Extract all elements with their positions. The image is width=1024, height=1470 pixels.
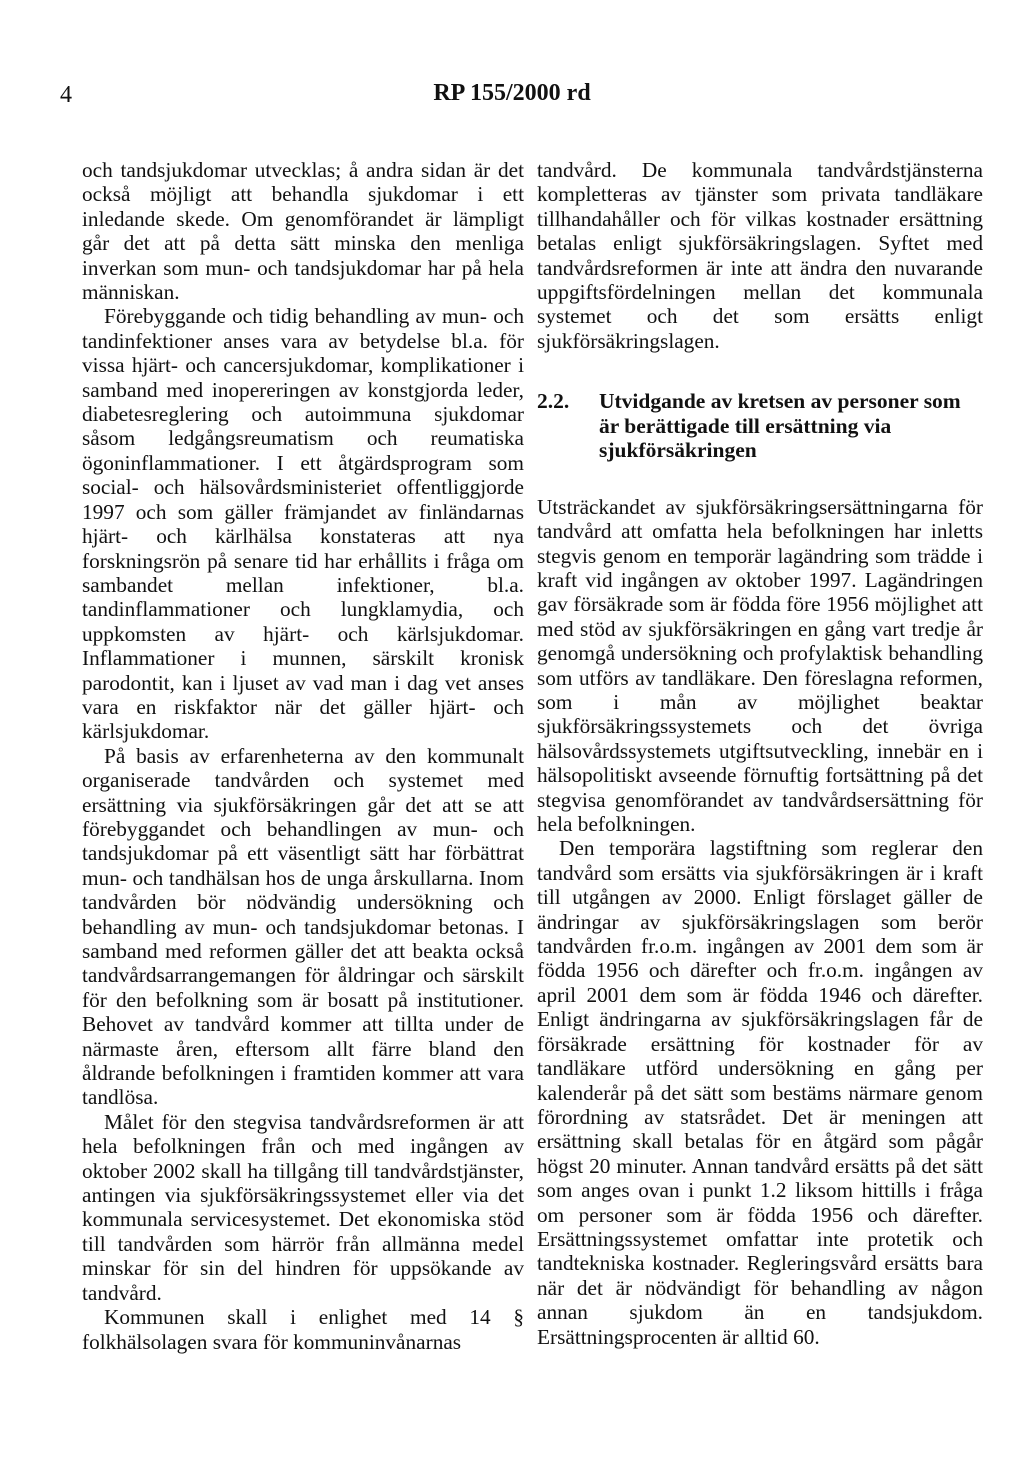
document-id-header: RP 155/2000 rd	[433, 80, 591, 106]
paragraph: och tandsjukdomar utvecklas; å andra sidan är det också möjligt att behandla sjukdomar i ett inledande skede. Om genomförandet är lämpligt går det att på detta sätt minska den menliga inverkan som mun- och tandsjukdomar har på hela människan.	[82, 158, 524, 305]
paragraph: Målet för den stegvisa tandvårdsreformen är att hela befolkningen från och med ingången av oktober 2002 skall ha tillgång till tandvårdstjänster, antingen via sjukförsäkringssystemet eller via det kommunala servicesystemet. Det ekonomiska stöd till tandvården som härrör från allmänna medel minskar för sin del hindren för uppsökande av tandvård.	[82, 1109, 524, 1305]
page-number: 4	[60, 82, 72, 108]
right-column	[537, 158, 983, 1349]
left-column	[82, 158, 524, 1354]
paragraph: Den temporära lagstiftning som reglerar den tandvård som ersätts via sjukförsäkringen är i kraft till utgången av 2000. Enligt förslaget gäller de ändringar av sjukförsäkringslagen som berör tandvården fr.o.m. ingången av 2001 dem som är födda 1956 och därefter och fr.o.m. ingången av april 2001 dem som är födda 1946 och därefter. Enligt ändringarna av sjukförsäkringslagen får de försäkrade ersättning för kostnader för av tandläkare utförd undersökning en gång per kalenderår på det sätt som bestäms närmare genom förordning av statsrådet. Det är meningen att ersättning skall betalas för en åtgärd som pågår högst 20 minuter. Annan tandvård ersätts på det sätt som anges ovan i punkt 1.2 liksom hittills i fråga om personer som är födda 1956 och därefter. Ersättningssystemet omfattar inte protetik och tandtekniska kostnader. Regleringsvård ersätts bara när det är nödvändigt för behandling av någon annan sjukdom än en tandsjukdom. Ersättningsprocenten är alltid 60.	[537, 836, 983, 1349]
paragraph: På basis av erfarenheterna av den kommunalt organiserade tandvården och systemet med ersättning via sjukförsäkringen går det att se att förebyggandet och behandlingen av mun- och tandsjukdomar på ett väsentligt sätt har förbättrat mun- och tandhälsan hos de unga årskullarna. Inom tandvården bör nödvändig undersökning och behandling av mun- och tandsjukdomar betonas. I samband med reformen gäller det att beakta också tandvårdsarrangemangen för åldringar och särskilt för den befolkning som är bosatt på institutioner. Behovet av tandvård kommer att tillta under de närmaste åren, eftersom allt färre bland den åldrande befolkningen i framtiden kommer att vara tandlösa.	[82, 743, 524, 1110]
section-heading	[537, 389, 983, 463]
section-title: Utvidgande av kretsen av personer som är berättigade till ersättning via sjukförsäkringen	[599, 389, 961, 463]
paragraph: Förebyggande och tidig behandling av mun- och tandinfektioner anses vara av betydelse bl.a. för vissa hjärt- och cancersjukdomar, komplikationer i samband med inopereringen av konstgjorda leder, diabetesreglering och autoimmuna sjukdomar såsom ledgångsreumatism och reumatiska ögoninflammationer. I ett åtgärdsprogram som social- och hälsovårdsministeriet offentliggjorde 1997 och som gäller främjandet av finländarnas hjärt- och kärlhälsa konstateras att nya forskningsrön på senare tid har erhållits i fråga om sambandet mellan infektioner, bl.a. tandinflammationer och lungklamydia, och uppkomsten av hjärt- och kärlsjukdomar. Inflammationer i munnen, särskilt kronisk parodontit, kan i ljuset av vad man i dag vet anses vara en riskfaktor när det gäller hjärt- och kärlsjukdomar.	[82, 304, 524, 744]
paragraph: tandvård. De kommunala tandvårdstjänsterna kompletteras av tjänster som privata tandläkare tillhandahåller och för vilkas kostnader ersättning betalas enligt sjukförsäkringslagen. Syftet med tandvårdsreformen är inte att ändra den nuvarande uppgiftsfördelningen mellan det kommunala systemet och det som ersätts enligt sjukförsäkringslagen.	[537, 158, 983, 353]
section-number: 2.2.	[537, 389, 570, 414]
paragraph: Utsträckandet av sjukförsäkringsersättningarna för tandvård att omfatta hela befolkningen har inletts stegvis genom en temporär lagändring som trädde i kraft vid ingången av oktober 1997. Lagändringen gav försäkrade som är födda före 1956 möjlighet att med stöd av sjukförsäkringen en gång vart tredje år genomgå undersökning och profylaktisk behandling som utförs av tandläkare. Den föreslagna reformen, som i mån av möjlighet beaktar sjukförsäkringssystemets och det övriga hälsovårdssystemets utgiftsutveckling, innebär en i hälsopolitiskt avseende förnuftig fortsättning på det stegvisa genomförandet av tandvårdsersättning för hela befolkningen.	[537, 494, 983, 837]
paragraph: Kommunen skall i enlighet med 14 § folkhälsolagen svara för kommuninvånarnas	[82, 1305, 524, 1354]
